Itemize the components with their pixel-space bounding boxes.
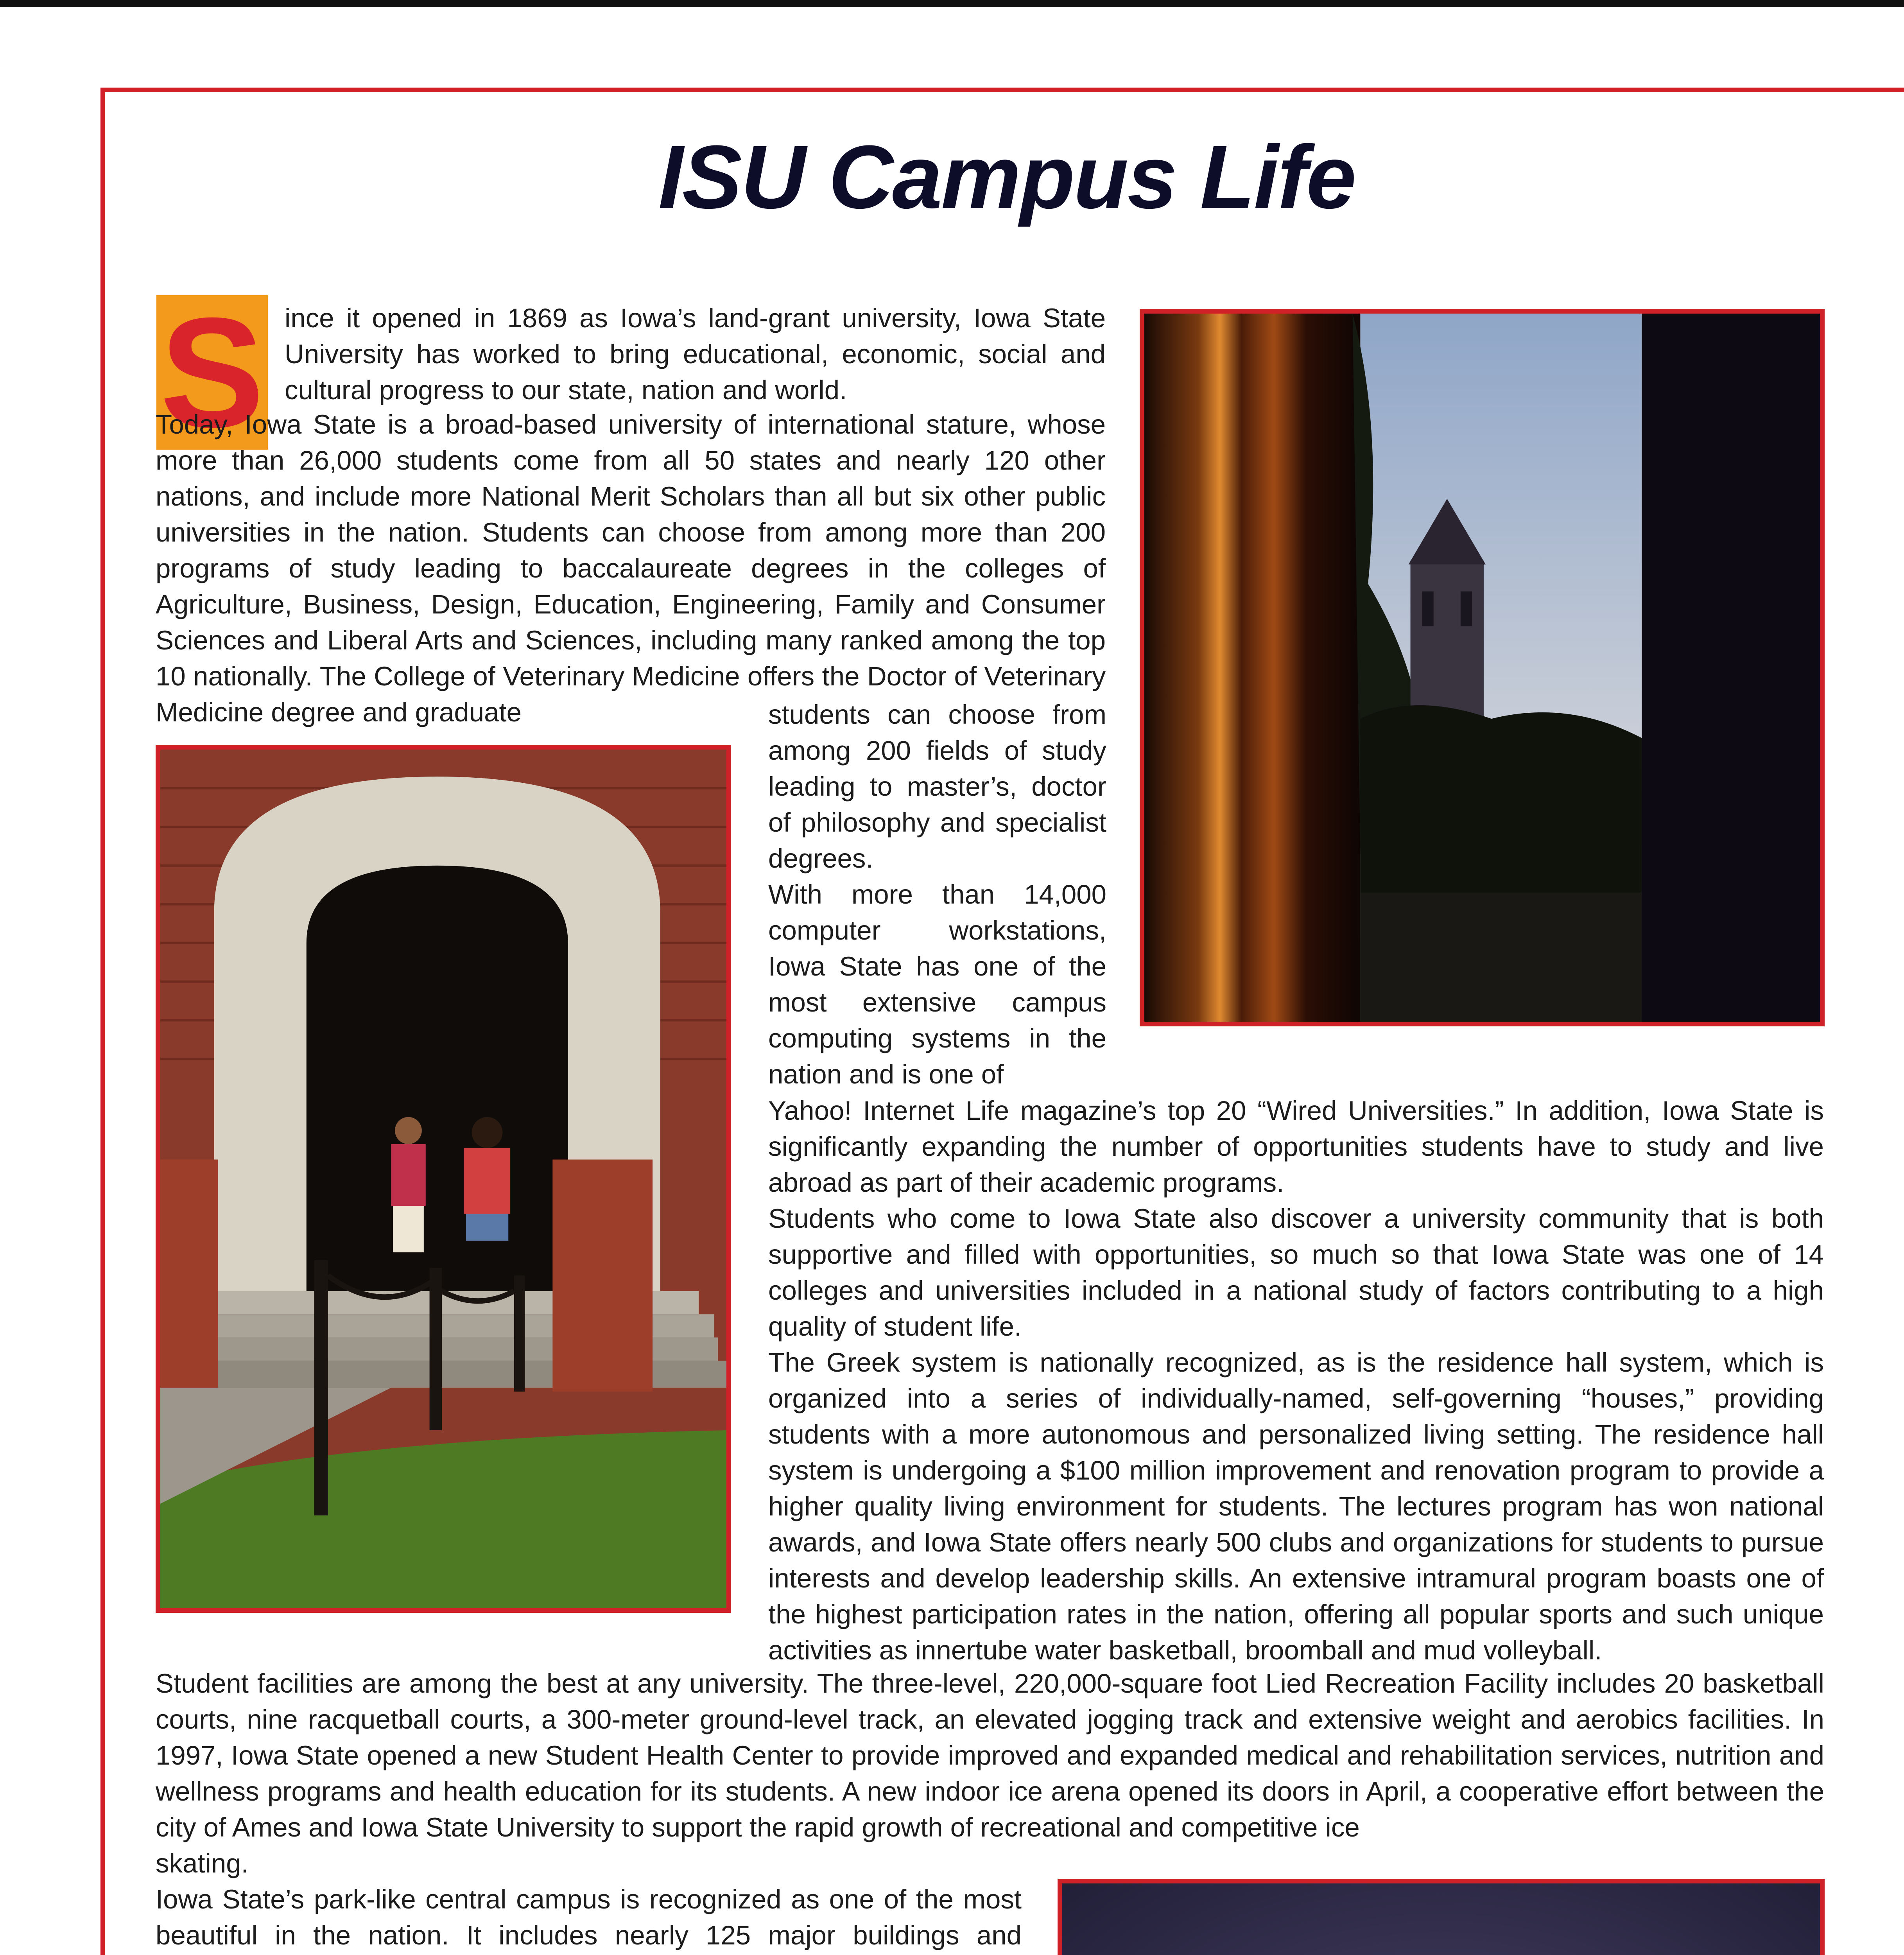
paragraph-6: Student facilities are among the best at any university. The three-level, 220,000-square foot Lied Recreation Facility includes 20 basketball courts, nine racquetball courts, a 300-meter ground-level track, an elevated jogging track and extensive weight and aerobics facilities. In 1997, Iowa State opened a new Student Health Center to provide improved and expanded medical and rehabilitation services, nutrition and wellness programs and health education for its students. A new indoor ice arena opened its doors in April, a cooperative effort between the city of Ames and Iowa State University to support the rapid growth of recreational and competitive ice: [156, 1668, 1824, 1842]
lower-left-column: [156, 1846, 1022, 1955]
paragraph-2: Today, Iowa State is a broad-based university of international stature, whose more than 26,000 students come from all 50 states and nearly 120 other nations, and include more National Merit Scholars than all but six other public universities in the nation. Students can choose from among more than 200 programs of study leading to baccalaureate degrees in the colleges of Agriculture, Business, Design, Education, Engineering, Family and Consumer Sciences and Liberal Arts and Sciences, including many ranked among the top 10 nationally. The College of Veterinary Medicine offers the Doctor of Veterinary Medicine degree and graduate: [156, 409, 1106, 727]
students-archway-photo: [156, 745, 731, 1613]
facilities-paragraph: [156, 1666, 1824, 1846]
paragraph-2-block: [156, 407, 1106, 730]
intro-paragraph: [285, 300, 1106, 408]
paragraph-4: Students who come to Iowa State also discover a university community that is both supportive and filled with opportunities, so much so that Iowa State was one of 14 colleges and universities included in a national study of factors contributing to a high quality of student life.: [768, 1203, 1824, 1342]
campanile-photo: [1140, 309, 1825, 1026]
paragraph-5: The Greek system is nationally recognized, as is the residence hall system, which is organized into a series of individually-named, self-governing “houses,” providing students with a more autonomous and personalized living setting. The residence hall system is undergoing a $100 million improvement and renovation program to provide a higher quality living environment for students. The lectures program has won national awards, and Iowa State offers nearly 500 clubs and organizations for students to pursue interests and develop leadership skills. An extensive intramural program boasts one of the highest participation rates in the nation, offering all popular sports and such unique activities as innertube water basketball, broomball and mud volleyball.: [768, 1347, 1824, 1665]
narrow-column: [768, 697, 1106, 1092]
campanile-image: [1144, 314, 1820, 1022]
paragraph-1: ince it opened in 1869 as Iowa’s land-grant university, Iowa State University has worked to bring educational, economic, social and cultural progress to our state, nation and world.: [285, 303, 1106, 405]
right-column: [768, 1093, 1824, 1668]
drop-cap-letter: S: [160, 285, 264, 460]
page-title: ISU Campus Life: [658, 127, 1355, 227]
page-top-edge: [0, 0, 1904, 7]
isu-flag-image: [1062, 1883, 1820, 1955]
paragraph-7: Iowa State’s park-like central campus is recognized as one of the most beautiful in the nation. It includes nearly 125 major buildings and: [156, 1884, 1022, 1950]
students-archway-image: [160, 750, 726, 1608]
paragraph-3: With more than 14,000 computer workstations, Iowa State has one of the most extensive campus computing systems in the nation and is one of: [768, 879, 1106, 1089]
isu-flag-photo: [1058, 1879, 1825, 1955]
paragraph-6-end: skating.: [156, 1848, 249, 1878]
paragraph-3-continued: Yahoo! Internet Life magazine’s top 20 “Wired Universities.” In addition, Iowa State is significantly expanding the number of opportunities students have to study and live abroad as part of their academic programs.: [768, 1096, 1824, 1198]
paragraph-2-continued: students can choose from among 200 fields of study leading to master’s, doctor of philosophy and specialist degrees.: [768, 699, 1106, 873]
